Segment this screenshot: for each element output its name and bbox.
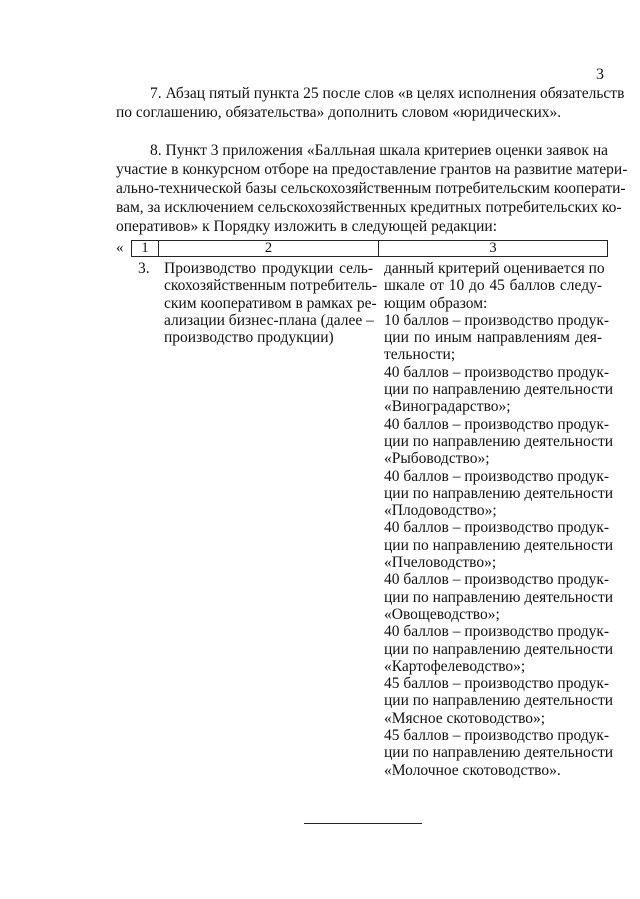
paragraph-8-line: участие в конкурсном отборе на предоставление грантов на развитие матери- (116, 161, 628, 178)
scoring-line: ции по направлению деятельности (384, 484, 614, 502)
scoring-line: ции по иным направлениям дея- (384, 329, 602, 347)
scoring-line: «Пчеловодство»; (384, 554, 497, 572)
scoring-line: ции по направлению деятельности (384, 588, 614, 606)
scoring-line: ции по направлению деятельности (384, 381, 614, 399)
scoring-line: тельности; (384, 346, 456, 364)
scoring-line: «Молочное скотоводство». (384, 761, 561, 779)
scoring-line: 40 баллов – производство продук- (384, 519, 610, 537)
scoring-line: 10 баллов – производство продук- (384, 311, 610, 329)
paragraph-8-line: ально-технической базы сельскохозяйственным потребительским кооперати- (116, 180, 626, 197)
scoring-line: «Виноградарство»; (384, 398, 511, 416)
scoring-line: 45 баллов – производство продук- (384, 727, 610, 745)
criterion-line: ским кооперативом в рамках ре- (164, 294, 377, 312)
scoring-line: ции по направлению деятельности (384, 536, 614, 554)
paragraph-7-line: по соглашению, обязательства» дополнить словом «юридических». (116, 104, 562, 121)
scoring-line: 40 баллов – производство продук- (384, 467, 610, 485)
scoring-line: 40 баллов – производство продук- (384, 571, 610, 589)
criterion-line: Производство продукции сель- (164, 260, 373, 277)
scoring-line: 40 баллов – производство продук- (384, 363, 610, 381)
scoring-line: 45 баллов – производство продук- (384, 675, 610, 693)
criterion-line: производство продукции) (164, 329, 334, 347)
paragraph-7 (116, 84, 625, 122)
scoring-line: «Мясное скотоводство»; (384, 709, 546, 727)
table-header-col-3: 3 (378, 240, 608, 257)
scoring-line: «Картофелеводство»; (384, 657, 526, 675)
scoring-line: ции по направлению деятельности (384, 432, 614, 450)
paragraph-8-line: 8. Пункт 3 приложения «Балльная шкала критериев оценки заявок на (150, 142, 608, 159)
criterion-line: скохозяйственным потребитель- (164, 277, 378, 295)
criterion-line: ализации бизнес-плана (далее – (164, 311, 374, 329)
table-cell-scoring (384, 260, 614, 779)
scoring-line: данный критерий оценивается по (384, 260, 605, 277)
table-cell-criterion (164, 260, 378, 347)
scoring-line: «Овощеводство»; (384, 605, 500, 623)
footnote-separator-line (304, 823, 422, 824)
page-number: 3 (596, 66, 604, 83)
scoring-line: «Плодоводство»; (384, 502, 497, 520)
paragraph-8-line: вам, за исключением сельскохозяйственных кредитных потребительских ко- (116, 199, 622, 216)
scoring-line: 40 баллов – производство продук- (384, 415, 610, 433)
paragraph-7-line: 7. Абзац пятый пункта 25 после слов «в целях исполнения обязательств (150, 85, 625, 102)
scoring-line: ции по направлению деятельности (384, 744, 614, 762)
table-row-number: 3. (138, 260, 150, 277)
scoring-line: 40 баллов – производство продук- (384, 623, 610, 641)
table-header-col-2: 2 (158, 240, 379, 257)
scoring-line: ции по направлению деятельности (384, 692, 614, 710)
opening-quote-mark: « (116, 240, 124, 256)
scoring-line: «Рыбоводство»; (384, 450, 490, 468)
scoring-line: ции по направлению деятельности (384, 640, 614, 658)
table-header-col-1: 1 (131, 240, 159, 257)
scoring-line: ющим образом: (384, 294, 488, 312)
scoring-line: шкале от 10 до 45 баллов следу- (384, 277, 602, 295)
paragraph-8-line: оперативов» к Порядку изложить в следующей редакции: (116, 218, 498, 235)
paragraph-8 (116, 141, 628, 236)
